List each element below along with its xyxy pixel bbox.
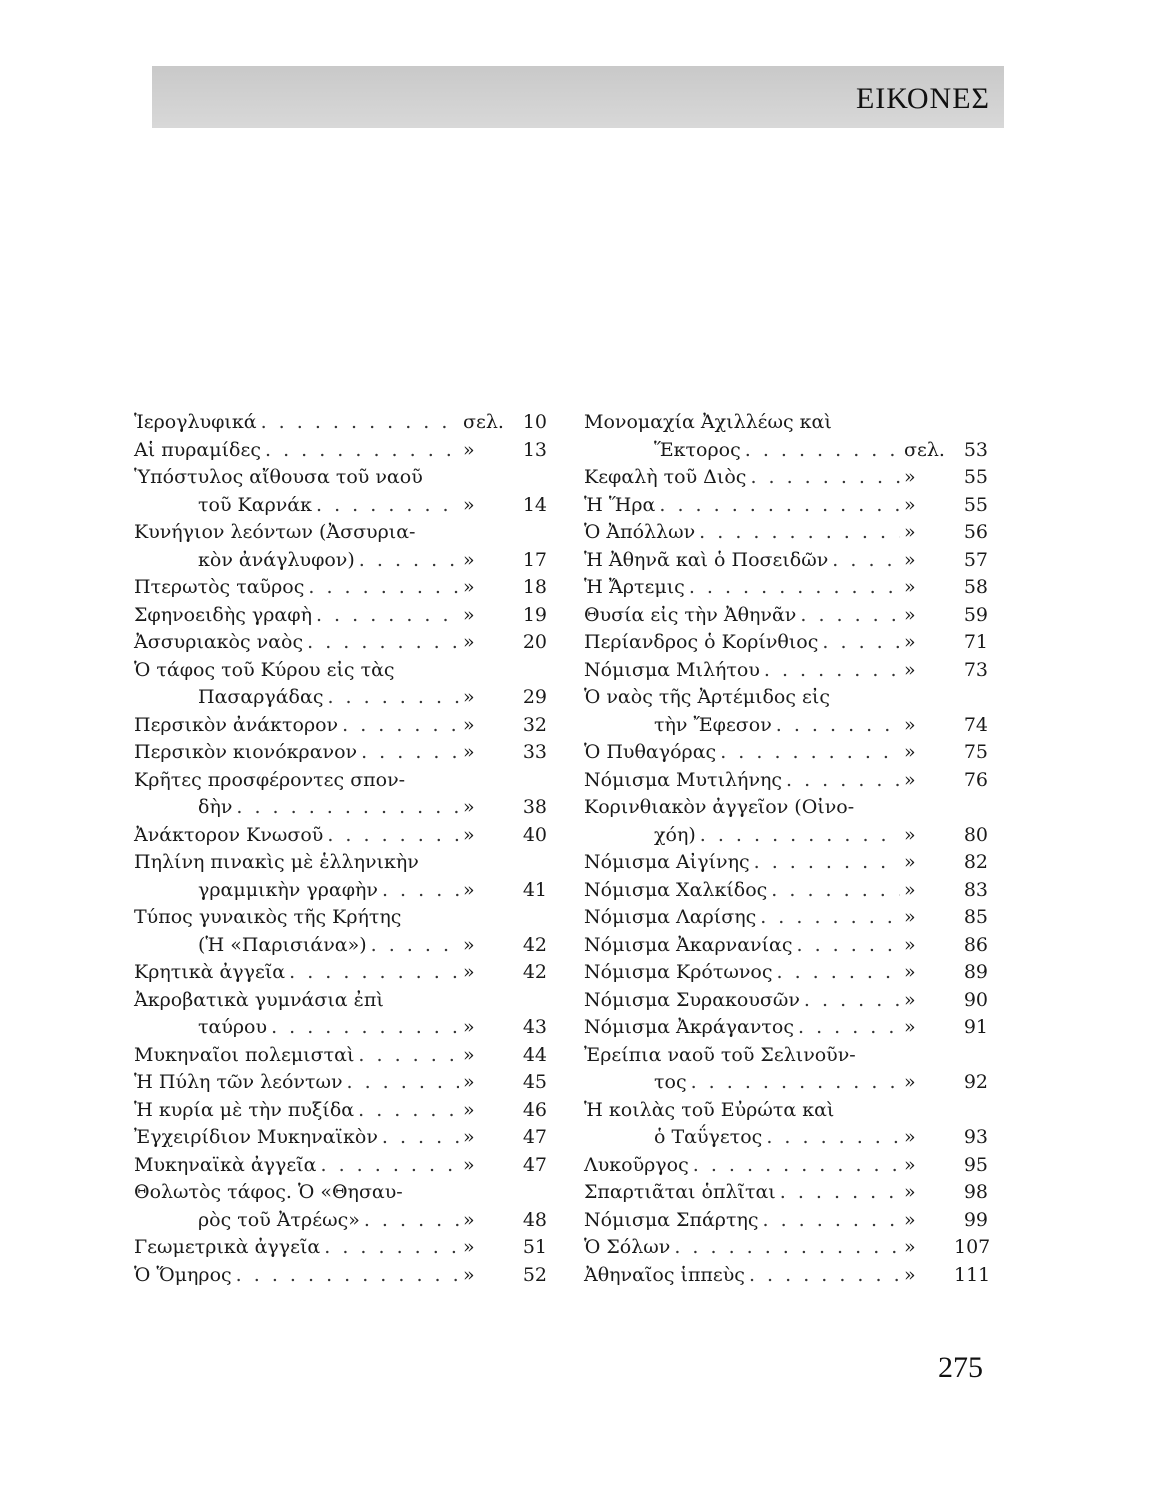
index-entry [584, 849, 988, 877]
entry-page: 45 [522, 1071, 547, 1093]
index-entry [584, 464, 988, 492]
dot-leader [776, 712, 900, 740]
index-entry [584, 794, 988, 822]
index-entry [134, 1234, 547, 1262]
index-entry [584, 959, 988, 987]
entry-label: Κρητικὰ ἀγγεῖα [134, 961, 286, 983]
entry-page: 20 [522, 631, 547, 653]
entry-page: 76 [963, 768, 988, 791]
dot-leader [342, 712, 459, 740]
entry-label: Νόμισμα Λαρίσης [584, 906, 757, 928]
entry-page: 38 [522, 796, 547, 818]
index-entry [584, 519, 988, 547]
entry-label: Ἀθηναῖος ἱππεὺς [584, 1263, 745, 1286]
entry-ref: » [463, 878, 475, 901]
entry-page: 71 [963, 631, 988, 653]
entry-page: 90 [963, 988, 988, 1011]
entry-page: 53 [963, 438, 988, 461]
entry-label: Πτερωτὸς ταῦρος [134, 576, 305, 598]
dot-leader [236, 1262, 459, 1290]
entry-label: Νόμισμα Κρότωνος [584, 961, 773, 983]
index-entry [584, 712, 988, 740]
index-entry [584, 657, 988, 685]
entry-page: 42 [522, 933, 547, 956]
index-entry [584, 987, 988, 1015]
index-entry [584, 492, 988, 520]
entry-label: Ὑπόστυλος αἴθουσα τοῦ ναοῦ [134, 466, 423, 488]
index-entry [134, 1262, 547, 1290]
entry-ref: » [904, 878, 916, 901]
entry-ref: » [904, 1181, 916, 1203]
entry-ref: » [904, 521, 916, 543]
dot-leader [358, 1097, 459, 1125]
index-entry [134, 684, 547, 712]
entry-ref: » [904, 741, 916, 763]
dot-leader [364, 1207, 459, 1235]
entry-label: Μυκηναῖοι πολεμισταὶ [134, 1043, 355, 1066]
entry-page: 74 [963, 713, 988, 736]
entry-ref: » [463, 493, 475, 516]
dot-leader [700, 822, 900, 850]
index-entry [584, 629, 988, 657]
entry-label: Περίανδρος ὁ Κορίνθιος [584, 631, 819, 653]
dot-leader [316, 602, 459, 630]
entry-ref: » [904, 1016, 916, 1038]
index-entry [584, 684, 988, 712]
entry-label: τὴν Ἔφεσον [654, 713, 772, 736]
entry-label: Μονομαχία Ἀχιλλέως καὶ [584, 411, 832, 433]
entry-label: Νόμισμα Μιλήτου [584, 658, 760, 681]
entry-label: Ὁ τάφος τοῦ Κύρου εἰς τὰς [134, 658, 395, 681]
index-entry [584, 602, 988, 630]
entry-label: Σπαρτιᾶται ὁπλῖται [584, 1181, 776, 1203]
index-entry [584, 1124, 988, 1152]
entry-page: 82 [963, 851, 988, 873]
entry-label: ὁ Ταΰγετος [654, 1126, 763, 1148]
dot-leader [764, 657, 900, 685]
entry-ref: » [463, 631, 475, 653]
entry-ref: » [904, 768, 916, 791]
index-entry [134, 602, 547, 630]
entry-ref: » [463, 1263, 475, 1286]
entry-label: Περσικὸν κιονόκρανον [134, 741, 358, 763]
dot-leader [798, 1014, 900, 1042]
entry-label: Μυκηναϊκὰ ἀγγεῖα [134, 1153, 317, 1176]
entry-ref: » [463, 796, 475, 818]
index-entry [134, 712, 547, 740]
entry-label: Κρῆτες προσφέροντες σπον- [134, 768, 406, 791]
entry-label: Ὁ Ἀπόλλων [584, 521, 696, 543]
entry-ref: » [904, 1071, 916, 1093]
index-entry [134, 1152, 547, 1180]
index-entry [134, 794, 547, 822]
index-entry [584, 574, 988, 602]
entry-ref: » [904, 906, 916, 928]
entry-label: Ὁ ναὸς τῆς Ἀρτέμιδος εἰς [584, 686, 830, 708]
entry-page: 83 [963, 878, 988, 901]
entry-ref: » [904, 933, 916, 956]
dot-leader [754, 849, 900, 877]
entry-label: Αἱ πυραμίδες [134, 438, 261, 461]
entry-page: 73 [963, 658, 988, 681]
entry-label: Κορινθιακὸν ἀγγεῖον (Οἰνο- [584, 796, 855, 818]
dot-leader [720, 739, 900, 767]
dot-leader [327, 684, 459, 712]
entry-ref: » [904, 1153, 916, 1176]
entry-page: 80 [963, 823, 988, 846]
entry-ref: » [463, 1153, 475, 1176]
index-entry [584, 437, 988, 465]
dot-leader [780, 1179, 900, 1207]
dot-leader [289, 959, 459, 987]
entry-page: 43 [522, 1016, 547, 1038]
index-column-left [134, 409, 547, 1289]
entry-label: Νόμισμα Ἀκαρνανίας [584, 933, 793, 956]
entry-label: Πασαργάδας [198, 686, 324, 708]
entry-label: Ἡ Ἄρτεμις [584, 576, 685, 598]
entry-page: 42 [522, 961, 547, 983]
entry-ref: » [463, 1236, 475, 1258]
dot-leader [797, 932, 901, 960]
dot-leader [308, 574, 459, 602]
index-entry [134, 519, 547, 547]
index-entry [584, 1097, 988, 1125]
entry-label: Ἐγχειρίδιον Μυκηναϊκὸν [134, 1126, 378, 1148]
entry-page: 95 [963, 1153, 988, 1176]
index-entry [584, 1042, 988, 1070]
dot-leader [261, 409, 459, 437]
dot-leader [327, 822, 459, 850]
entry-page: 55 [963, 493, 988, 516]
entry-ref: » [463, 1126, 475, 1148]
entry-label: Τύπος γυναικὸς τῆς Κρήτης [134, 906, 402, 928]
index-entry [134, 1097, 547, 1125]
index-entry [134, 959, 547, 987]
entry-ref: » [463, 713, 475, 736]
index-entry [134, 409, 547, 437]
entry-ref: » [904, 493, 916, 516]
entry-page: 91 [963, 1016, 988, 1038]
page-title: ΕΙΚΟΝΕΣ [855, 82, 990, 115]
dot-leader [749, 1262, 900, 1290]
entry-label: Ἡ κοιλὰς τοῦ Εὐρώτα καὶ [584, 1098, 835, 1121]
entry-page: 56 [963, 521, 988, 543]
entry-label: Κεφαλὴ τοῦ Διὸς [584, 466, 747, 488]
entry-ref: » [904, 823, 916, 846]
entry-page: 47 [522, 1126, 547, 1148]
entry-label: Ἡ Ἥρα [584, 493, 656, 516]
entry-page: 98 [963, 1181, 988, 1203]
entry-ref: » [463, 823, 475, 846]
entry-ref: » [463, 576, 475, 598]
dot-leader [689, 574, 900, 602]
index-entry [584, 739, 988, 767]
index-entry [584, 1179, 988, 1207]
dot-leader [347, 1069, 460, 1097]
dot-leader [321, 1152, 459, 1180]
entry-ref: » [904, 576, 916, 598]
entry-label: Νόμισμα Ἀκράγαντος [584, 1016, 794, 1038]
entry-ref: » [463, 548, 475, 571]
entry-ref: » [463, 933, 475, 956]
index-entry [584, 904, 988, 932]
entry-ref: » [463, 603, 475, 626]
entry-label: Νόμισμα Μυτιλήνης [584, 768, 783, 791]
index-entry [584, 1207, 988, 1235]
header-band [152, 66, 1004, 128]
entry-label: Ἱερογλυφικά [134, 411, 257, 433]
entry-label: Ἐρείπια ναοῦ τοῦ Σελινοῦν- [584, 1043, 856, 1066]
entry-ref: » [904, 988, 916, 1011]
index-entry [584, 409, 988, 437]
entry-page: 44 [522, 1043, 547, 1066]
index-entry [584, 1152, 988, 1180]
entry-ref: » [463, 438, 475, 461]
entry-page: 18 [522, 576, 547, 598]
index-entry [134, 574, 547, 602]
entry-ref: » [904, 658, 916, 681]
entry-label: Ἀσσυριακὸς ναὸς [134, 631, 304, 653]
entry-label: Νόμισμα Σπάρτης [584, 1208, 759, 1231]
index-entry [134, 904, 547, 932]
entry-label: Ὁ Ὅμηρος [134, 1263, 232, 1286]
dot-leader [745, 437, 900, 465]
entry-ref: » [904, 603, 916, 626]
index-entry [134, 822, 547, 850]
entry-page: 40 [522, 823, 547, 846]
entry-label: ρὸς τοῦ Ἀτρέως» [198, 1208, 360, 1231]
index-entry [134, 437, 547, 465]
entry-label: τος [654, 1071, 687, 1093]
index-entry [134, 1042, 547, 1070]
entry-label: Λυκοῦργος [584, 1153, 689, 1176]
entry-page: 99 [963, 1208, 988, 1231]
entry-label: Σφηνοειδὴς γραφὴ [134, 603, 312, 626]
index-entry [584, 1069, 988, 1097]
entry-page: 93 [963, 1126, 988, 1148]
entry-page: 57 [963, 548, 988, 571]
index-entry [134, 1069, 547, 1097]
entry-label: Ὁ Σόλων [584, 1236, 671, 1258]
dot-leader [265, 437, 459, 465]
dot-leader [760, 904, 900, 932]
index-entry [134, 464, 547, 492]
entry-ref: » [904, 1263, 916, 1286]
entry-page: 85 [963, 906, 988, 928]
dot-leader [800, 602, 900, 630]
entry-page: 89 [963, 961, 988, 983]
index-entry [134, 849, 547, 877]
entry-page: 92 [963, 1071, 988, 1093]
entry-ref: » [463, 1098, 475, 1121]
index-entry [584, 1014, 988, 1042]
index-entry [134, 1179, 547, 1207]
entry-ref: » [904, 1126, 916, 1148]
entry-page: 46 [522, 1098, 547, 1121]
dot-leader [382, 877, 459, 905]
entry-label: Νόμισμα Χαλκίδος [584, 878, 768, 901]
index-column-right [584, 409, 991, 1289]
entry-label: Νόμισμα Συρακουσῶν [584, 988, 800, 1011]
dot-leader [371, 932, 459, 960]
entry-label: τοῦ Καρνάκ [198, 493, 312, 516]
index-entry [134, 547, 547, 575]
entry-label: Γεωμετρικὰ ἀγγεῖα [134, 1236, 321, 1258]
page-number: 275 [938, 1351, 983, 1384]
entry-page: 17 [522, 548, 547, 571]
dot-leader [324, 1234, 459, 1262]
entry-label: Θολωτὸς τάφος. Ὁ «Θησαυ- [134, 1181, 403, 1203]
dot-leader [804, 987, 900, 1015]
entry-page: 107 [954, 1236, 991, 1258]
entry-page: 32 [522, 713, 547, 736]
entry-label: γραμμικὴν γραφὴν [198, 878, 378, 901]
entry-page: 13 [522, 438, 547, 461]
entry-page: 14 [522, 493, 547, 516]
dot-leader [763, 1207, 900, 1235]
entry-label: (Ἡ «Παρισιάνα») [198, 933, 367, 956]
entry-page: 52 [522, 1263, 547, 1286]
entry-label: Ἡ Πύλη τῶν λεόντων [134, 1071, 343, 1093]
dot-leader [307, 629, 459, 657]
index-entry [584, 932, 988, 960]
entry-ref: » [904, 466, 916, 488]
entry-page: 47 [522, 1153, 547, 1176]
index-entry [134, 657, 547, 685]
entry-page: 58 [963, 576, 988, 598]
dot-leader [832, 547, 900, 575]
entry-page: 86 [963, 933, 988, 956]
entry-page: 41 [522, 878, 547, 901]
dot-leader [771, 877, 900, 905]
entry-ref: » [463, 1071, 475, 1093]
entry-label: δὴν [198, 796, 233, 818]
entry-page: 55 [963, 466, 988, 488]
entry-ref: » [904, 961, 916, 983]
dot-leader [316, 492, 459, 520]
entry-ref: σελ. [463, 411, 504, 433]
entry-label: Ἀνάκτορον Κνωσοῦ [134, 823, 324, 846]
entry-page: 10 [522, 411, 547, 433]
entry-ref: » [904, 713, 916, 736]
dot-leader [786, 767, 900, 795]
dot-leader [271, 1014, 459, 1042]
index-entry [584, 877, 988, 905]
entry-ref: » [463, 686, 475, 708]
index-entry [134, 987, 547, 1015]
entry-page: 75 [963, 741, 988, 763]
entry-ref: » [463, 1043, 475, 1066]
entry-page: 111 [954, 1263, 991, 1286]
dot-leader [691, 1069, 900, 1097]
entry-ref: » [904, 1208, 916, 1231]
index-entry [134, 1124, 547, 1152]
entry-page: 48 [522, 1208, 547, 1231]
index-entry [134, 932, 547, 960]
entry-label: Ἕκτορος [654, 438, 741, 461]
entry-ref: » [463, 741, 475, 763]
index-entry [134, 767, 547, 795]
dot-leader [674, 1234, 900, 1262]
entry-label: Ἀκροβατικὰ γυμνάσια ἐπὶ [134, 988, 384, 1011]
entry-label: Πηλίνη πινακὶς μὲ ἑλληνικὴν [134, 851, 419, 873]
index-entry [134, 629, 547, 657]
entry-ref: » [463, 1016, 475, 1038]
index-entry [134, 877, 547, 905]
index-entry [584, 822, 988, 850]
entry-label: Ὁ Πυθαγόρας [584, 741, 717, 763]
entry-label: Ἡ κυρία μὲ τὴν πυξίδα [134, 1098, 355, 1121]
dot-leader [358, 1042, 459, 1070]
index-entry [584, 767, 988, 795]
index-entry [584, 1262, 991, 1290]
entry-ref: » [904, 548, 916, 571]
entry-ref: » [463, 961, 475, 983]
entry-label: χόη) [654, 823, 696, 846]
dot-leader [236, 794, 459, 822]
entry-label: ταύρου [198, 1016, 268, 1038]
entry-label: Θυσία εἰς τὴν Ἀθηνᾶν [584, 603, 797, 626]
entry-ref: » [904, 1236, 916, 1258]
dot-leader [359, 547, 459, 575]
dot-leader [766, 1124, 900, 1152]
entry-page: 51 [522, 1236, 547, 1258]
index-entry [134, 1014, 547, 1042]
dot-leader [750, 464, 900, 492]
entry-page: 59 [963, 603, 988, 626]
entry-page: 19 [522, 603, 547, 626]
dot-leader [361, 739, 459, 767]
dot-leader [382, 1124, 459, 1152]
entry-label: Κυνήγιον λεόντων (Ἀσσυρια- [134, 521, 416, 543]
entry-ref: » [904, 631, 916, 653]
entry-label: Νόμισμα Αἰγίνης [584, 851, 750, 873]
entry-label: κὸν ἀνάγλυφον) [198, 548, 355, 571]
entry-label: Ἡ Ἀθηνᾶ καὶ ὁ Ποσειδῶν [584, 548, 829, 571]
entry-page: 29 [522, 686, 547, 708]
entry-label: Περσικὸν ἀνάκτορον [134, 713, 339, 736]
entry-page: 33 [522, 741, 547, 763]
dot-leader [699, 519, 900, 547]
dot-leader [777, 959, 901, 987]
dot-leader [822, 629, 900, 657]
dot-leader [659, 492, 900, 520]
index-entry [584, 1234, 991, 1262]
entry-ref: σελ. [904, 438, 945, 461]
index-entry [584, 547, 988, 575]
entry-ref: » [904, 851, 916, 873]
index-entry [134, 492, 547, 520]
index-entry [134, 739, 547, 767]
entry-ref: » [463, 1208, 475, 1231]
index-entry [134, 1207, 547, 1235]
dot-leader [693, 1152, 900, 1180]
